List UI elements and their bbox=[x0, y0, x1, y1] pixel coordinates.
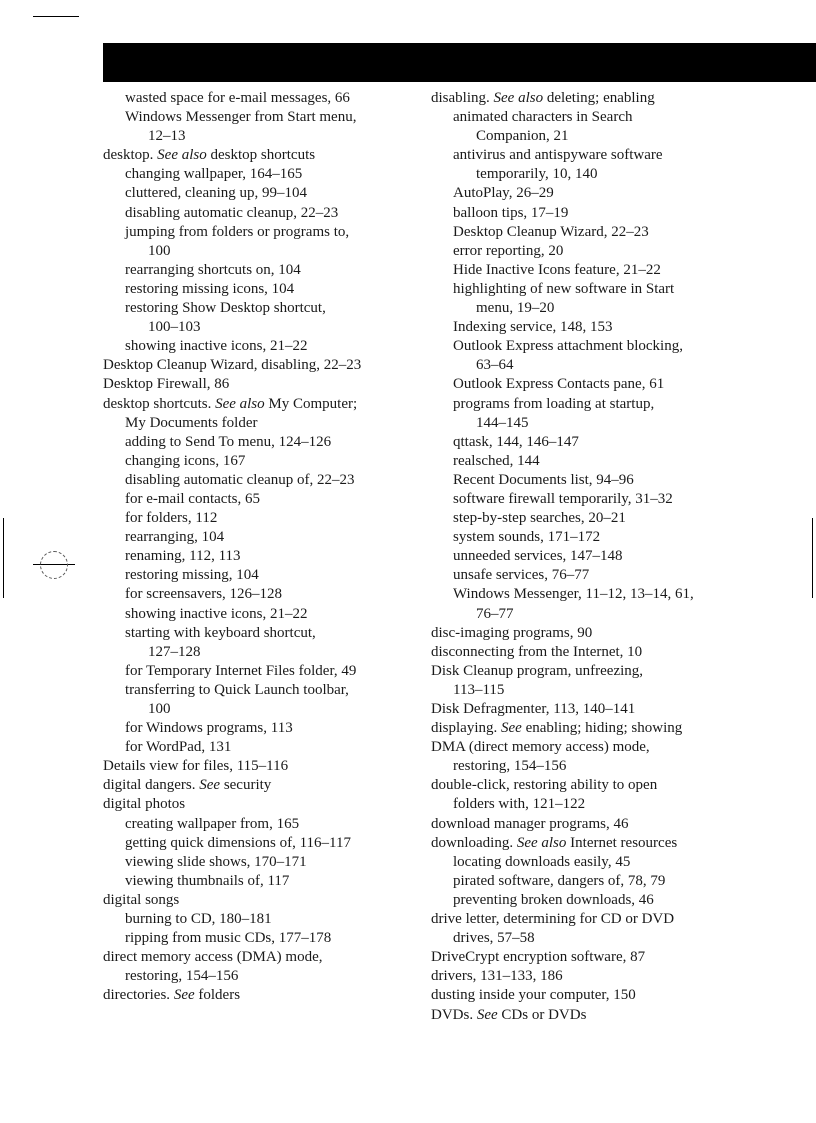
index-entry bbox=[103, 280, 423, 299]
index-text: restoring, 154–156 bbox=[453, 758, 567, 775]
index-entry bbox=[103, 967, 423, 986]
index-entry bbox=[431, 585, 761, 604]
index-entry bbox=[103, 757, 423, 776]
index-term: disabling. bbox=[431, 90, 494, 106]
index-text: for folders, 112 bbox=[125, 510, 218, 527]
index-text: disabling automatic cleanup of, 22–23 bbox=[125, 471, 355, 488]
index-entry bbox=[103, 662, 423, 681]
index-entry bbox=[431, 643, 761, 662]
index-text: 144–145 bbox=[476, 414, 529, 431]
index-entry bbox=[431, 165, 761, 184]
index-entry bbox=[431, 337, 761, 356]
index-entry bbox=[103, 395, 423, 414]
index-text: 12–13 bbox=[148, 128, 186, 145]
index-text: showing inactive icons, 21–22 bbox=[125, 338, 308, 355]
index-text: antivirus and antispyware software bbox=[453, 147, 663, 164]
index-entry bbox=[103, 337, 423, 356]
index-text: cluttered, cleaning up, 99–104 bbox=[125, 185, 308, 202]
index-entry bbox=[103, 223, 423, 242]
crop-mark-left bbox=[3, 518, 4, 598]
index-text: My Documents folder bbox=[125, 414, 258, 431]
index-entry bbox=[103, 872, 423, 891]
index-entry bbox=[431, 452, 761, 471]
index-text: double-click, restoring ability to open bbox=[431, 777, 658, 794]
see-reference: See also bbox=[157, 147, 207, 164]
index-text: digital songs bbox=[103, 891, 180, 908]
index-entry bbox=[103, 318, 423, 337]
index-text: download manager programs, 46 bbox=[431, 815, 629, 832]
index-entry bbox=[103, 261, 423, 280]
index-text: for Windows programs, 113 bbox=[125, 720, 293, 737]
index-entry bbox=[103, 910, 423, 929]
index-entry bbox=[103, 471, 423, 490]
index-text: unsafe services, 76–77 bbox=[453, 567, 590, 584]
index-text: creating wallpaper from, 165 bbox=[125, 815, 300, 832]
index-text: 127–128 bbox=[148, 643, 201, 660]
see-reference: See bbox=[199, 777, 221, 794]
index-text: dusting inside your computer, 150 bbox=[431, 987, 636, 1004]
index-entry bbox=[431, 929, 761, 948]
cross-reference-target: CDs or DVDs bbox=[497, 1006, 587, 1023]
index-entry bbox=[103, 433, 423, 452]
index-entry bbox=[103, 299, 423, 318]
index-text: for Temporary Internet Files folder, 49 bbox=[125, 662, 357, 679]
index-text: wasted space for e-mail messages, 66 bbox=[125, 90, 350, 106]
index-term: DVDs. bbox=[431, 1006, 477, 1023]
index-text: qttask, 144, 146–147 bbox=[453, 433, 579, 450]
index-entry bbox=[103, 165, 423, 184]
index-entry bbox=[103, 624, 423, 643]
see-reference: See also bbox=[215, 395, 265, 412]
index-entry bbox=[103, 834, 423, 853]
index-entry bbox=[431, 261, 761, 280]
cross-reference-target: enabling; hiding; showing bbox=[521, 720, 683, 737]
index-entry bbox=[103, 605, 423, 624]
index-text: disabling automatic cleanup, 22–23 bbox=[125, 204, 339, 221]
index-text: Desktop Cleanup Wizard, 22–23 bbox=[453, 223, 649, 240]
index-entry bbox=[431, 681, 761, 700]
index-text: Outlook Express attachment blocking, bbox=[453, 338, 683, 355]
index-entry bbox=[431, 815, 761, 834]
index-text: Hide Inactive Icons feature, 21–22 bbox=[453, 261, 661, 278]
registration-mark bbox=[40, 551, 68, 579]
index-text: Details view for files, 115–116 bbox=[103, 758, 289, 775]
index-entry bbox=[103, 681, 423, 700]
index-entry bbox=[103, 585, 423, 604]
index-entry bbox=[431, 127, 761, 146]
index-text: restoring missing, 104 bbox=[125, 567, 259, 584]
index-text: animated characters in Search bbox=[453, 109, 633, 126]
index-text: temporarily, 10, 140 bbox=[476, 166, 598, 183]
index-entry bbox=[431, 872, 761, 891]
index-column-left bbox=[103, 89, 423, 1006]
index-entry bbox=[431, 242, 761, 261]
index-entry bbox=[103, 738, 423, 757]
crop-mark-right bbox=[812, 518, 813, 598]
cross-reference-target: security bbox=[220, 777, 272, 794]
index-entry bbox=[431, 108, 761, 127]
index-entry bbox=[103, 547, 423, 566]
index-entry bbox=[431, 280, 761, 299]
index-entry bbox=[431, 395, 761, 414]
index-entry bbox=[103, 452, 423, 471]
index-entry bbox=[431, 795, 761, 814]
index-text: preventing broken downloads, 46 bbox=[453, 891, 654, 908]
index-entry bbox=[103, 414, 423, 433]
index-term: digital dangers. bbox=[103, 777, 200, 794]
cross-reference-target: Internet resources bbox=[566, 834, 678, 851]
see-reference: See also bbox=[493, 90, 544, 106]
index-entry bbox=[103, 375, 423, 394]
index-text: 76–77 bbox=[476, 605, 514, 622]
index-entry bbox=[431, 509, 761, 528]
index-text: menu, 19–20 bbox=[476, 300, 555, 317]
index-text: showing inactive icons, 21–22 bbox=[125, 605, 308, 622]
index-entry bbox=[431, 356, 761, 375]
index-entry bbox=[431, 223, 761, 242]
index-text: Disk Defragmenter, 113, 140–141 bbox=[431, 701, 636, 717]
top-rule bbox=[33, 16, 79, 17]
index-text: drivers, 131–133, 186 bbox=[431, 968, 563, 985]
index-text: 113–115 bbox=[453, 681, 505, 698]
index-text: burning to CD, 180–181 bbox=[125, 911, 272, 928]
index-text: drive letter, determining for CD or DVD bbox=[431, 911, 675, 928]
index-entry bbox=[103, 242, 423, 261]
index-text: highlighting of new software in Start bbox=[453, 280, 675, 297]
index-text: Desktop Cleanup Wizard, disabling, 22–23 bbox=[103, 357, 362, 374]
index-entry bbox=[431, 986, 761, 1005]
index-text: 100–103 bbox=[148, 319, 201, 336]
index-entry bbox=[431, 433, 761, 452]
index-text: unneeded services, 147–148 bbox=[453, 548, 623, 565]
index-text: software firewall temporarily, 31–32 bbox=[453, 490, 673, 507]
index-text: Windows Messenger, 11–12, 13–14, 61, bbox=[453, 586, 694, 603]
index-text: jumping from folders or programs to, bbox=[125, 223, 350, 240]
index-entry bbox=[431, 738, 761, 757]
index-entry bbox=[431, 471, 761, 490]
cross-reference-target: desktop shortcuts bbox=[206, 147, 316, 164]
index-text: viewing slide shows, 170–171 bbox=[125, 853, 307, 870]
index-entry bbox=[103, 891, 423, 910]
index-entry bbox=[431, 891, 761, 910]
index-text: Desktop Firewall, 86 bbox=[103, 376, 230, 393]
index-column-right bbox=[431, 89, 761, 1025]
index-entry bbox=[431, 662, 761, 681]
index-text: programs from loading at startup, bbox=[453, 395, 655, 412]
index-entry bbox=[103, 184, 423, 203]
index-text: system sounds, 171–172 bbox=[453, 529, 601, 546]
index-text: starting with keyboard shortcut, bbox=[125, 624, 316, 641]
index-text: realsched, 144 bbox=[453, 452, 540, 469]
index-text: disconnecting from the Internet, 10 bbox=[431, 643, 643, 660]
index-text: Outlook Express Contacts pane, 61 bbox=[453, 376, 665, 393]
index-text: balloon tips, 17–19 bbox=[453, 204, 569, 221]
index-text: folders with, 121–122 bbox=[453, 796, 586, 813]
index-text: AutoPlay, 26–29 bbox=[453, 185, 554, 202]
index-term: downloading. bbox=[431, 834, 517, 851]
index-entry bbox=[431, 490, 761, 509]
index-text: Recent Documents list, 94–96 bbox=[453, 471, 634, 488]
index-text: DMA (direct memory access) mode, bbox=[431, 739, 650, 756]
index-entry bbox=[431, 776, 761, 795]
index-entry bbox=[431, 184, 761, 203]
index-text: DriveCrypt encryption software, 87 bbox=[431, 949, 646, 966]
header-bar bbox=[103, 43, 816, 82]
index-entry bbox=[431, 624, 761, 643]
index-entry bbox=[103, 776, 423, 795]
index-text: error reporting, 20 bbox=[453, 242, 564, 259]
cross-reference-target: deleting; enabling bbox=[543, 90, 655, 106]
index-text: step-by-step searches, 20–21 bbox=[453, 510, 626, 527]
index-entry bbox=[103, 929, 423, 948]
index-text: 100 bbox=[148, 242, 171, 259]
index-entry bbox=[431, 948, 761, 967]
index-entry bbox=[103, 528, 423, 547]
index-entry bbox=[431, 605, 761, 624]
index-text: locating downloads easily, 45 bbox=[453, 853, 631, 870]
index-entry bbox=[103, 89, 423, 108]
index-entry bbox=[103, 795, 423, 814]
index-text: ripping from music CDs, 177–178 bbox=[125, 930, 332, 947]
index-text: viewing thumbnails of, 117 bbox=[125, 872, 290, 889]
index-entry bbox=[431, 146, 761, 165]
index-text: pirated software, dangers of, 78, 79 bbox=[453, 872, 666, 889]
index-text: changing icons, 167 bbox=[125, 452, 246, 469]
index-entry bbox=[431, 967, 761, 986]
index-entry bbox=[431, 1006, 761, 1025]
index-entry bbox=[431, 910, 761, 929]
index-text: for WordPad, 131 bbox=[125, 739, 232, 756]
index-entry bbox=[431, 204, 761, 223]
cross-reference-target: folders bbox=[194, 987, 241, 1004]
index-term: desktop shortcuts. bbox=[103, 395, 216, 412]
index-entry bbox=[431, 700, 761, 719]
index-entry bbox=[103, 853, 423, 872]
index-text: getting quick dimensions of, 116–117 bbox=[125, 834, 351, 851]
index-text: for e-mail contacts, 65 bbox=[125, 490, 260, 507]
index-entry bbox=[431, 299, 761, 318]
index-entry bbox=[103, 566, 423, 585]
index-entry bbox=[431, 528, 761, 547]
index-text: restoring, 154–156 bbox=[125, 968, 239, 985]
index-text: transferring to Quick Launch toolbar, bbox=[125, 681, 349, 698]
index-text: 63–64 bbox=[476, 357, 514, 374]
see-reference: See bbox=[173, 987, 195, 1004]
index-entry bbox=[431, 719, 761, 738]
index-entry bbox=[103, 948, 423, 967]
see-reference: See bbox=[501, 720, 522, 737]
index-text: renaming, 112, 113 bbox=[125, 548, 241, 565]
index-text: adding to Send To menu, 124–126 bbox=[125, 433, 332, 450]
index-term: desktop. bbox=[103, 147, 158, 164]
index-entry bbox=[431, 318, 761, 337]
index-entry bbox=[103, 356, 423, 375]
index-text: direct memory access (DMA) mode, bbox=[103, 949, 323, 966]
index-text: for screensavers, 126–128 bbox=[125, 586, 283, 603]
index-entry bbox=[431, 414, 761, 433]
index-text: drives, 57–58 bbox=[453, 930, 535, 947]
cross-reference-target: My Computer; bbox=[264, 395, 358, 412]
index-text: Indexing service, 148, 153 bbox=[453, 319, 613, 336]
index-entry bbox=[431, 375, 761, 394]
index-text: 100 bbox=[148, 701, 171, 717]
index-entry bbox=[103, 815, 423, 834]
index-term: directories. bbox=[103, 987, 174, 1004]
index-entry bbox=[103, 108, 423, 127]
index-entry bbox=[103, 700, 423, 719]
see-reference: See bbox=[476, 1006, 498, 1023]
index-entry bbox=[103, 509, 423, 528]
index-entry bbox=[431, 89, 761, 108]
index-entry bbox=[103, 204, 423, 223]
index-entry bbox=[431, 566, 761, 585]
index-text: digital photos bbox=[103, 796, 186, 813]
index-term: displaying. bbox=[431, 720, 501, 737]
index-text: rearranging shortcuts on, 104 bbox=[125, 261, 301, 278]
index-text: rearranging, 104 bbox=[125, 529, 225, 546]
index-text: restoring missing icons, 104 bbox=[125, 280, 295, 297]
index-entry bbox=[103, 146, 423, 165]
index-entry bbox=[431, 547, 761, 566]
index-text: Companion, 21 bbox=[476, 128, 569, 145]
index-entry bbox=[103, 490, 423, 509]
index-text: disc-imaging programs, 90 bbox=[431, 624, 593, 641]
index-text: restoring Show Desktop shortcut, bbox=[125, 300, 326, 317]
index-entry bbox=[103, 643, 423, 662]
index-entry bbox=[103, 986, 423, 1005]
index-text: changing wallpaper, 164–165 bbox=[125, 166, 303, 183]
index-entry bbox=[431, 757, 761, 776]
see-reference: See also bbox=[516, 834, 567, 851]
index-entry bbox=[103, 127, 423, 146]
index-entry bbox=[431, 834, 761, 853]
index-text: Windows Messenger from Start menu, bbox=[125, 109, 357, 126]
index-entry bbox=[431, 853, 761, 872]
index-entry bbox=[103, 719, 423, 738]
index-text: Disk Cleanup program, unfreezing, bbox=[431, 662, 644, 679]
